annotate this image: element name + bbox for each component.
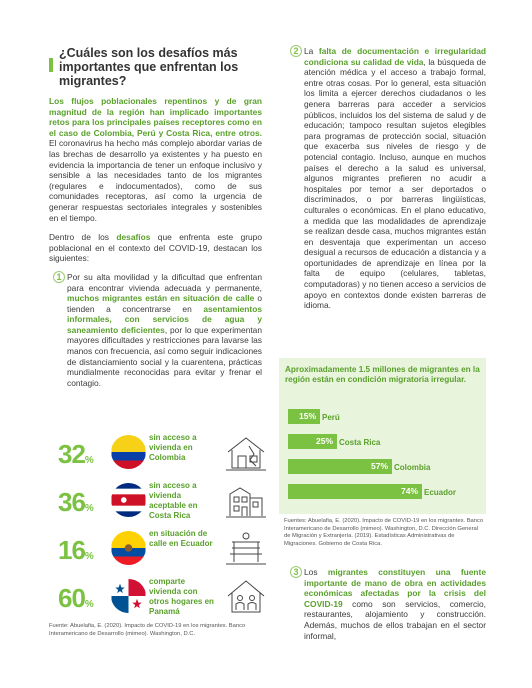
item-number-badge: 2	[290, 45, 302, 57]
stat-value	[58, 487, 94, 518]
intro-paragraph	[49, 96, 262, 223]
ecuador-flag	[111, 531, 146, 565]
stat-number: 32	[58, 439, 85, 469]
stat-unit: %	[84, 503, 94, 514]
page-title: ¿Cuáles son los desafíos más importantes que enfrentan los migrantes?	[59, 46, 239, 88]
stat-value	[58, 583, 94, 614]
right-column	[286, 46, 486, 311]
text-run: o tienden a concentrarse en	[67, 293, 262, 314]
stat-unit: %	[84, 599, 94, 610]
bar-value-label: 74%	[400, 486, 418, 496]
intro-bold: Los flujos poblacionales repentinos y de gran magnitud de la región han implicado importantes retos para los principales países receptores como en el caso de Colombia, Perú y Costa Rica, entre otros.	[49, 96, 262, 138]
bold-run: muchos migrantes están en situación de calle	[67, 293, 255, 304]
stat-description: en situación de calle en Ecuador	[149, 529, 213, 548]
challenges-post: que enfrenta este grupo poblacional en el contexto del COVID-19, destacan los siguientes:	[49, 232, 263, 264]
challenge-1-text	[67, 272, 262, 389]
bench-icon	[224, 528, 268, 568]
chart-bar	[288, 409, 320, 424]
challenge-item-1	[49, 272, 262, 389]
stat-number: 16	[58, 535, 85, 565]
irregular-status-chart	[279, 358, 486, 514]
text-run: , por lo que experimentan mayores dificultades y restricciones para lavarse las manos con frecuencia, así como seguir indicaciones de distanciamiento social y la cuarentena, prácticas mundialmente reconocidas para evitar y frenar el contagio.	[67, 324, 262, 388]
text-run: como son servicios, comercio, restaurantes, alojamiento y construcción. Además, muchos de ellos trabajan en el sector informal,	[304, 598, 486, 641]
chart-bar	[288, 459, 392, 474]
bar-category-label: Perú	[322, 413, 340, 422]
item-number-badge: 1	[53, 271, 65, 283]
chart-bar	[288, 484, 422, 499]
stat-colombia	[49, 432, 271, 480]
text-run: Los	[304, 567, 328, 577]
left-column	[49, 46, 262, 388]
stat-description: sin acceso a vivienda en Colombia	[149, 433, 197, 462]
challenge-2-text	[304, 46, 486, 311]
stat-description: comparte vivienda con otros hogares en Panamá	[149, 577, 214, 616]
stat-number: 36	[58, 487, 85, 517]
stat-value	[58, 535, 94, 566]
bar-category-label: Costa Rica	[339, 438, 381, 447]
challenge-item-3	[286, 567, 486, 641]
stat-ecuador	[49, 528, 271, 576]
text-run: La	[304, 46, 319, 56]
challenges-bold: desafíos	[116, 232, 151, 243]
chart-bar	[288, 434, 337, 449]
bold-run: falta de documentación e irregularidad condiciona su calidad de vida	[304, 46, 486, 67]
stat-value	[58, 439, 94, 470]
stat-unit: %	[84, 551, 94, 562]
stat-panama	[49, 576, 271, 624]
panama-flag	[111, 579, 146, 613]
bar-category-label: Colombia	[394, 463, 431, 472]
stat-costa-rica	[49, 480, 271, 528]
heading-accent-bar	[49, 58, 53, 72]
chart-title: Aproximadamente 1.5 millones de migrantes en la región están en condición migratoria irregular.	[285, 365, 480, 384]
heading-block	[49, 46, 262, 88]
stat-number: 60	[58, 583, 85, 613]
item-number-badge: 3	[290, 566, 302, 578]
challenges-pre: Dentro de los	[49, 232, 117, 243]
bold-run: migrantes constituyen una fuente importante de mano de obra en actividades económicas afectadas por la crisis del COVID-19	[304, 567, 486, 609]
bar-value-label: 57%	[370, 461, 388, 471]
challenge-3-text	[304, 567, 486, 641]
source-left: Fuente: Abuelafia, E. (2020). Impacto de COVID-19 en los migrantes. Banco Interamericano de Desarrollo (mimeo). Washington, D.C.	[49, 623, 246, 637]
broken-house-icon	[224, 432, 268, 472]
intro-rest: El coronavirus ha hecho más complejo abordar varias de las brechas de desarrollo ya existentes y ha puesto en evidencia la importancia de tener un enfoque inclusivo y sensible a las necesidades tanto de los migrantes (regulares e indocumentados), como de sus comunidades receptoras, así como la urgencia de generar respuestas sectoriales integrales y sostenibles en el tiempo.	[49, 138, 262, 223]
bold-run: asentamientos informales, con servicios de agua y saneamiento deficientes	[67, 303, 262, 335]
text-run: , la búsqueda de atención médica y el acceso a trabajo formal, entre otras cosas. Por lo general, esta situación los limita a ejercer derechos ciudadanos o les genera barreras para acceder a servicios públicos, incluidos los del sistema de salud y de educación; tampoco resultan sujetos elegibles para programas de protección social, situación que exacerba sus niveles de riesgo y de potencial contagio. Incluso, aunque en muchos países el derecho a la salud es universal, algunos migrantes prefieren no acudir a hospitales por temor a ser deportados o discriminados, o por barreras lingüísticas, culturales o económicas. En el plano educativo, a medida que las modalidades de aprendizaje se realizan desde casa, muchos migrantes están en desventaja que experimentan un acceso desigual a recursos de educación a distancia y a oportunidades de aprendizaje en línea por la falta de equipo (celulares, tabletas, computadoras) y no tienen acceso a servicios de apoyo en contextos donde existen barreras de idioma.	[304, 56, 486, 311]
bar-value-label: 15%	[298, 411, 316, 421]
text-run: Por su alta movilidad y la dificultad que enfrentan para encontrar vivienda adecuada y permanente,	[67, 271, 262, 293]
costa-rica-flag	[111, 483, 146, 517]
stat-description: sin acceso a vivienda aceptable en Costa Rica	[149, 481, 198, 520]
bar-value-label: 25%	[315, 436, 333, 446]
colombia-flag	[111, 435, 146, 469]
challenges-paragraph	[49, 232, 262, 264]
shared-house-icon	[224, 576, 268, 616]
stat-unit: %	[84, 455, 94, 466]
source-right: Fuentes: Abuelafia, E. (2020). Impacto de COVID-19 en los migrantes. Banco Interamericano de Desarrollo (mimeo). Washington, D.C. Dirección General de Migración y Extranjería. (2019). Estadísticas Administrativas de Migraciones. Gobierno de Costa Rica.	[284, 518, 484, 547]
housing-stats	[49, 432, 271, 624]
challenge-item-2	[286, 46, 486, 311]
building-icon	[224, 480, 268, 520]
bar-category-label: Ecuador	[424, 488, 457, 497]
